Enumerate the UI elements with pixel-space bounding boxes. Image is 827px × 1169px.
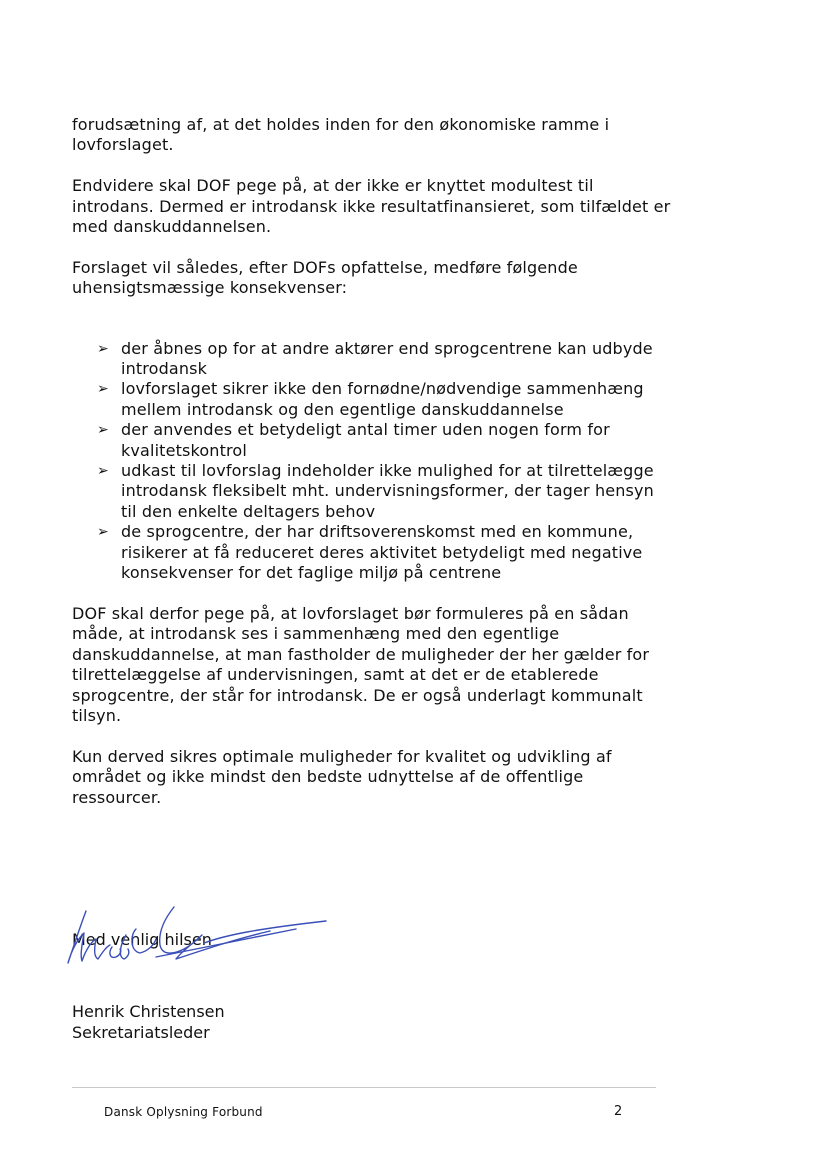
list-item [97,461,672,522]
list-item-text: de sprogcentre, der har driftsoverenskomst med en kommune, risikerer at få reduceret deres aktivitet betydeligt med negative konsekvenser for det faglige miljø på centrene [121,522,643,583]
closing-greeting: Med venlig hilsen [72,930,212,949]
list-item-text: lovforslaget sikrer ikke den fornødne/nødvendige sammenhæng mellem introdansk og den egentlige danskuddannelse [121,379,644,419]
arrow-bullet-icon: ➢ [97,524,109,541]
paragraph: forudsætning af, at det holdes inden for den økonomiske ramme i lovforslaget. [72,115,610,155]
arrow-bullet-icon: ➢ [97,422,109,439]
list-item [97,379,672,420]
footer-organization: Dansk Oplysning Forbund [104,1105,263,1119]
list-item [97,420,672,461]
page-number: 2 [614,1104,623,1119]
arrow-bullet-icon: ➢ [97,340,109,357]
paragraph: Forslaget vil således, efter DOFs opfattelse, medføre følgende uhensigtsmæssige konsekvenser: [72,257,578,298]
paragraph: Endvidere skal DOF pege på, at der ikke er knyttet modultest til introdans. Dermed er introdansk ikke resultatfinansieret, som tilfældet er med danskuddannelsen. [72,176,671,237]
letter-body [72,115,672,828]
consequences-list [72,339,672,584]
arrow-bullet-icon: ➢ [97,463,109,480]
handwritten-signature-icon [56,905,346,975]
paragraph: DOF skal derfor pege på, at lovforslaget bør formuleres på en sådan måde, at introdansk ses i sammenhæng med den egentlige danskuddannelse, at man fastholder de muligheder der her gælder for tilrettelæggelse af undervisningen, samt at det er de etablerede sprogcentre, der står for introdansk. De er også underlagt kommunalt tilsyn. [72,603,650,725]
signature-block [72,930,225,1043]
paragraph: Kun derved sikres optimale muligheder for kvalitet og udvikling af området og ikke mindst den bedste udnyttelse af de offentlige ressourcer. [72,746,612,807]
list-item [97,522,672,583]
footer-divider [72,1087,656,1088]
list-item-text: udkast til lovforslag indeholder ikke mulighed for at tilrettelægge introdansk fleksibelt mht. undervisningsformer, der tager hensyn til den enkelte deltagers behov [121,461,654,521]
arrow-bullet-icon: ➢ [97,381,109,398]
signatory-name: Henrik Christensen [72,1002,225,1022]
signatory-title: Sekretariatsleder [72,1022,210,1042]
list-item-text: der anvendes et betydeligt antal timer uden nogen form for kvalitetskontrol [121,420,610,460]
list-item [97,338,672,380]
list-item-text: der åbnes op for at andre aktører end sprogcentrene kan udbyde introdansk [121,338,653,379]
